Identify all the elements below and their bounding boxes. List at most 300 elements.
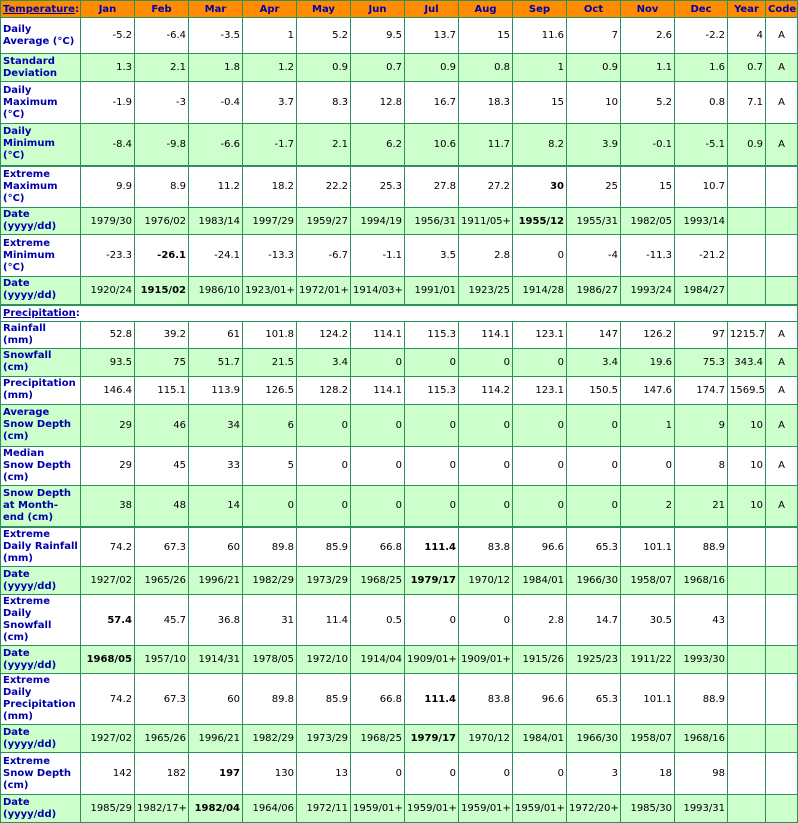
value-cell: 0.9	[405, 54, 459, 82]
value-cell: 93.5	[81, 348, 135, 376]
value-cell: 1985/30	[621, 795, 675, 823]
table-row	[1, 725, 798, 753]
value-cell: 0	[459, 404, 513, 446]
value-cell: 51.7	[189, 348, 243, 376]
value-cell: 6	[243, 404, 297, 446]
value-cell: -2.2	[675, 18, 728, 54]
precipitation-section-label	[1, 305, 798, 322]
precipitation-section-row	[1, 305, 798, 322]
row-label: Standard Deviation	[1, 54, 81, 82]
value-cell: 0	[513, 348, 567, 376]
table-row	[1, 527, 798, 567]
value-cell: 85.9	[297, 674, 351, 725]
value-cell: 1982/04	[189, 795, 243, 823]
year-cell	[728, 725, 766, 753]
value-cell: 7	[567, 18, 621, 54]
column-header: Code	[766, 1, 798, 18]
value-cell: 1993/14	[675, 208, 728, 235]
value-cell: 1979/17	[405, 567, 459, 595]
value-cell: 1959/01+	[459, 795, 513, 823]
header-row	[1, 1, 798, 18]
value-cell: -24.1	[189, 235, 243, 277]
value-cell: 65.3	[567, 527, 621, 567]
value-cell: 8.9	[135, 166, 189, 208]
code-cell	[766, 595, 798, 646]
value-cell: 1984/01	[513, 567, 567, 595]
code-cell	[766, 674, 798, 725]
value-cell: 1.1	[621, 54, 675, 82]
year-cell	[728, 208, 766, 235]
row-label: Extreme Daily Precipitation (mm)	[1, 674, 81, 725]
value-cell: 88.9	[675, 527, 728, 567]
value-cell: 5.2	[297, 18, 351, 54]
row-label: Median Snow Depth (cm)	[1, 446, 81, 485]
value-cell: 1909/01+	[405, 646, 459, 674]
value-cell: 2	[621, 485, 675, 527]
value-cell: -6.4	[135, 18, 189, 54]
column-header: May	[297, 1, 351, 18]
value-cell: -6.7	[297, 235, 351, 277]
value-cell: 2.6	[621, 18, 675, 54]
year-cell: 10	[728, 446, 766, 485]
value-cell: 1914/31	[189, 646, 243, 674]
value-cell: 126.2	[621, 321, 675, 348]
value-cell: 1968/05	[81, 646, 135, 674]
value-cell: 88.9	[675, 674, 728, 725]
value-cell: 67.3	[135, 674, 189, 725]
value-cell: 0	[459, 348, 513, 376]
value-cell: 5.2	[621, 82, 675, 124]
value-cell: 60	[189, 674, 243, 725]
value-cell: 1958/07	[621, 725, 675, 753]
value-cell: 9.9	[81, 166, 135, 208]
value-cell: 0	[513, 753, 567, 795]
value-cell: 19.6	[621, 348, 675, 376]
table-row	[1, 795, 798, 823]
row-label: Date (yyyy/dd)	[1, 277, 81, 305]
value-cell: 0	[567, 404, 621, 446]
year-cell	[728, 753, 766, 795]
value-cell: 2.8	[459, 235, 513, 277]
year-cell: 343.4	[728, 348, 766, 376]
code-cell	[766, 725, 798, 753]
value-cell: 1956/31	[405, 208, 459, 235]
value-cell: -21.2	[675, 235, 728, 277]
column-header: Oct	[567, 1, 621, 18]
value-cell: 1982/29	[243, 725, 297, 753]
value-cell: 15	[513, 82, 567, 124]
year-cell	[728, 277, 766, 305]
value-cell: 1957/10	[135, 646, 189, 674]
code-cell: A	[766, 446, 798, 485]
value-cell: 113.9	[189, 376, 243, 404]
value-cell: 1972/10	[297, 646, 351, 674]
value-cell: 1973/29	[297, 725, 351, 753]
value-cell: 11.2	[189, 166, 243, 208]
value-cell: 89.8	[243, 527, 297, 567]
value-cell: 67.3	[135, 527, 189, 567]
value-cell: 1927/02	[81, 567, 135, 595]
value-cell: -1.1	[351, 235, 405, 277]
table-row	[1, 485, 798, 527]
row-label: Date (yyyy/dd)	[1, 795, 81, 823]
value-cell: 11.4	[297, 595, 351, 646]
column-header: Jan	[81, 1, 135, 18]
value-cell: 1982/05	[621, 208, 675, 235]
table-row	[1, 753, 798, 795]
value-cell: 1979/30	[81, 208, 135, 235]
row-label: Daily Minimum (°C)	[1, 124, 81, 166]
value-cell: 1.3	[81, 54, 135, 82]
value-cell: -5.1	[675, 124, 728, 166]
row-label: Extreme Maximum (°C)	[1, 166, 81, 208]
value-cell: 174.7	[675, 376, 728, 404]
value-cell: 74.2	[81, 674, 135, 725]
value-cell: 83.8	[459, 527, 513, 567]
year-cell: 10	[728, 485, 766, 527]
value-cell: 101.1	[621, 674, 675, 725]
value-cell: 1966/30	[567, 725, 621, 753]
value-cell: 18.2	[243, 166, 297, 208]
table-row	[1, 321, 798, 348]
value-cell: 11.6	[513, 18, 567, 54]
value-cell: 60	[189, 527, 243, 567]
row-label: Snowfall (cm)	[1, 348, 81, 376]
value-cell: 3.4	[567, 348, 621, 376]
column-header: Year	[728, 1, 766, 18]
year-cell: 1569.5	[728, 376, 766, 404]
value-cell: 111.4	[405, 527, 459, 567]
value-cell: 0	[297, 485, 351, 527]
code-cell	[766, 527, 798, 567]
value-cell: 1984/27	[675, 277, 728, 305]
value-cell: 18	[621, 753, 675, 795]
value-cell: 1959/01+	[351, 795, 405, 823]
value-cell: 114.1	[351, 321, 405, 348]
value-cell: 1968/16	[675, 567, 728, 595]
table-row	[1, 446, 798, 485]
value-cell: 130	[243, 753, 297, 795]
value-cell: 29	[81, 404, 135, 446]
value-cell: 0	[243, 485, 297, 527]
value-cell: 0	[459, 446, 513, 485]
table-body	[1, 1, 798, 823]
value-cell: 111.4	[405, 674, 459, 725]
table-row	[1, 235, 798, 277]
value-cell: 48	[135, 485, 189, 527]
value-cell: 1972/11	[297, 795, 351, 823]
value-cell: 13	[297, 753, 351, 795]
table-row	[1, 166, 798, 208]
value-cell: 1984/01	[513, 725, 567, 753]
value-cell: 1986/27	[567, 277, 621, 305]
value-cell: 83.8	[459, 674, 513, 725]
value-cell: 10.6	[405, 124, 459, 166]
value-cell: 9.5	[351, 18, 405, 54]
value-cell: 13.7	[405, 18, 459, 54]
table-row	[1, 567, 798, 595]
value-cell: -26.1	[135, 235, 189, 277]
value-cell: 1968/16	[675, 725, 728, 753]
value-cell: 0	[405, 595, 459, 646]
value-cell: 36.8	[189, 595, 243, 646]
value-cell: 27.8	[405, 166, 459, 208]
value-cell: 75.3	[675, 348, 728, 376]
value-cell: 182	[135, 753, 189, 795]
year-cell	[728, 166, 766, 208]
value-cell: 57.4	[81, 595, 135, 646]
value-cell: 114.1	[459, 321, 513, 348]
value-cell: 25	[567, 166, 621, 208]
year-cell: 1215.7	[728, 321, 766, 348]
code-cell	[766, 208, 798, 235]
value-cell: 1982/17+	[135, 795, 189, 823]
value-cell: -5.2	[81, 18, 135, 54]
value-cell: 29	[81, 446, 135, 485]
value-cell: 15	[621, 166, 675, 208]
value-cell: 38	[81, 485, 135, 527]
table-row	[1, 376, 798, 404]
row-label: Extreme Snow Depth (cm)	[1, 753, 81, 795]
value-cell: 10.7	[675, 166, 728, 208]
value-cell: 0	[405, 404, 459, 446]
value-cell: 115.1	[135, 376, 189, 404]
value-cell: 1993/31	[675, 795, 728, 823]
value-cell: 1959/27	[297, 208, 351, 235]
value-cell: 43	[675, 595, 728, 646]
value-cell: 1914/04	[351, 646, 405, 674]
temperature-heading: Temperature	[3, 3, 75, 15]
value-cell: 0	[459, 485, 513, 527]
value-cell: -6.6	[189, 124, 243, 166]
value-cell: 66.8	[351, 527, 405, 567]
value-cell: 0	[297, 404, 351, 446]
value-cell: 197	[189, 753, 243, 795]
column-header: Jul	[405, 1, 459, 18]
value-cell: 1968/25	[351, 725, 405, 753]
value-cell: 1964/06	[243, 795, 297, 823]
code-cell	[766, 277, 798, 305]
value-cell: 1982/29	[243, 567, 297, 595]
value-cell: 61	[189, 321, 243, 348]
value-cell: -1.9	[81, 82, 135, 124]
code-cell	[766, 795, 798, 823]
value-cell: -0.1	[621, 124, 675, 166]
value-cell: 74.2	[81, 527, 135, 567]
year-cell	[728, 527, 766, 567]
value-cell: 9	[675, 404, 728, 446]
code-cell: A	[766, 348, 798, 376]
value-cell: 11.7	[459, 124, 513, 166]
value-cell: 0.8	[675, 82, 728, 124]
value-cell: -3.5	[189, 18, 243, 54]
value-cell: 123.1	[513, 321, 567, 348]
value-cell: 1925/23	[567, 646, 621, 674]
column-header: Sep	[513, 1, 567, 18]
value-cell: 34	[189, 404, 243, 446]
value-cell: 1	[513, 54, 567, 82]
value-cell: 1911/22	[621, 646, 675, 674]
value-cell: 1959/01+	[513, 795, 567, 823]
value-cell: -0.4	[189, 82, 243, 124]
year-cell	[728, 795, 766, 823]
value-cell: 1970/12	[459, 567, 513, 595]
value-cell: -11.3	[621, 235, 675, 277]
value-cell: 1993/24	[621, 277, 675, 305]
table-row	[1, 674, 798, 725]
value-cell: 115.3	[405, 321, 459, 348]
value-cell: 96.6	[513, 527, 567, 567]
value-cell: 0	[459, 595, 513, 646]
code-cell: A	[766, 82, 798, 124]
value-cell: 0	[513, 446, 567, 485]
code-cell: A	[766, 404, 798, 446]
code-cell	[766, 166, 798, 208]
value-cell: -9.8	[135, 124, 189, 166]
value-cell: 142	[81, 753, 135, 795]
code-cell	[766, 646, 798, 674]
year-cell: 7.1	[728, 82, 766, 124]
row-label: Date (yyyy/dd)	[1, 208, 81, 235]
value-cell: 0.9	[297, 54, 351, 82]
column-header: Feb	[135, 1, 189, 18]
value-cell: -3	[135, 82, 189, 124]
value-cell: 1985/29	[81, 795, 135, 823]
value-cell: 0	[513, 235, 567, 277]
value-cell: 30	[513, 166, 567, 208]
table-row	[1, 208, 798, 235]
value-cell: 1.2	[243, 54, 297, 82]
value-cell: 10	[567, 82, 621, 124]
value-cell: 1958/07	[621, 567, 675, 595]
table-row	[1, 82, 798, 124]
value-cell: 1991/01	[405, 277, 459, 305]
code-cell: A	[766, 18, 798, 54]
value-cell: 30.5	[621, 595, 675, 646]
value-cell: 89.8	[243, 674, 297, 725]
value-cell: 31	[243, 595, 297, 646]
value-cell: 3.9	[567, 124, 621, 166]
value-cell: 65.3	[567, 674, 621, 725]
value-cell: 1.6	[675, 54, 728, 82]
row-label: Average Snow Depth (cm)	[1, 404, 81, 446]
row-label: Extreme Daily Rainfall (mm)	[1, 527, 81, 567]
column-header: Aug	[459, 1, 513, 18]
code-cell: A	[766, 124, 798, 166]
value-cell: 3.4	[297, 348, 351, 376]
table-row	[1, 348, 798, 376]
code-cell	[766, 753, 798, 795]
temperature-section-label	[1, 1, 81, 18]
column-header: Dec	[675, 1, 728, 18]
value-cell: 1965/26	[135, 725, 189, 753]
value-cell: 1923/01+	[243, 277, 297, 305]
table-row	[1, 404, 798, 446]
value-cell: 0	[351, 348, 405, 376]
code-cell: A	[766, 485, 798, 527]
row-label: Snow Depth at Month-end (cm)	[1, 485, 81, 527]
value-cell: 0	[405, 446, 459, 485]
value-cell: 1915/26	[513, 646, 567, 674]
table-row	[1, 18, 798, 54]
value-cell: 1978/05	[243, 646, 297, 674]
value-cell: 1955/12	[513, 208, 567, 235]
value-cell: 1986/10	[189, 277, 243, 305]
value-cell: 124.2	[297, 321, 351, 348]
column-header: Apr	[243, 1, 297, 18]
value-cell: 0	[513, 404, 567, 446]
row-label: Date (yyyy/dd)	[1, 725, 81, 753]
value-cell: 14	[189, 485, 243, 527]
heading-colon: :	[74, 3, 79, 15]
year-cell: 0.9	[728, 124, 766, 166]
value-cell: 1968/25	[351, 567, 405, 595]
value-cell: 0	[621, 446, 675, 485]
value-cell: 3.7	[243, 82, 297, 124]
value-cell: 1	[621, 404, 675, 446]
value-cell: 1955/31	[567, 208, 621, 235]
code-cell	[766, 235, 798, 277]
value-cell: 0	[459, 753, 513, 795]
value-cell: 1915/02	[135, 277, 189, 305]
value-cell: 98	[675, 753, 728, 795]
table-row	[1, 54, 798, 82]
value-cell: 2.1	[297, 124, 351, 166]
value-cell: 33	[189, 446, 243, 485]
row-label: Daily Maximum (°C)	[1, 82, 81, 124]
value-cell: 1993/30	[675, 646, 728, 674]
value-cell: 150.5	[567, 376, 621, 404]
value-cell: 1997/29	[243, 208, 297, 235]
value-cell: 1970/12	[459, 725, 513, 753]
value-cell: 126.5	[243, 376, 297, 404]
year-cell	[728, 674, 766, 725]
value-cell: 1996/21	[189, 567, 243, 595]
value-cell: 1966/30	[567, 567, 621, 595]
value-cell: 0	[567, 446, 621, 485]
row-label: Extreme Daily Snowfall (cm)	[1, 595, 81, 646]
value-cell: 8.3	[297, 82, 351, 124]
value-cell: 6.2	[351, 124, 405, 166]
value-cell: 0	[351, 753, 405, 795]
value-cell: 0	[351, 446, 405, 485]
value-cell: -13.3	[243, 235, 297, 277]
value-cell: 0	[351, 485, 405, 527]
value-cell: 25.3	[351, 166, 405, 208]
value-cell: 21	[675, 485, 728, 527]
year-cell	[728, 595, 766, 646]
value-cell: 52.8	[81, 321, 135, 348]
value-cell: 123.1	[513, 376, 567, 404]
precipitation-heading: Precipitation	[3, 307, 76, 319]
value-cell: 0	[567, 485, 621, 527]
value-cell: 1923/25	[459, 277, 513, 305]
value-cell: 96.6	[513, 674, 567, 725]
value-cell: 66.8	[351, 674, 405, 725]
table-row	[1, 277, 798, 305]
value-cell: 128.2	[297, 376, 351, 404]
code-cell	[766, 567, 798, 595]
value-cell: 1972/01+	[297, 277, 351, 305]
value-cell: 8	[675, 446, 728, 485]
heading-colon: :	[75, 307, 80, 319]
year-cell	[728, 646, 766, 674]
table-row	[1, 646, 798, 674]
value-cell: 1965/26	[135, 567, 189, 595]
value-cell: 1927/02	[81, 725, 135, 753]
year-cell: 4	[728, 18, 766, 54]
value-cell: 8.2	[513, 124, 567, 166]
